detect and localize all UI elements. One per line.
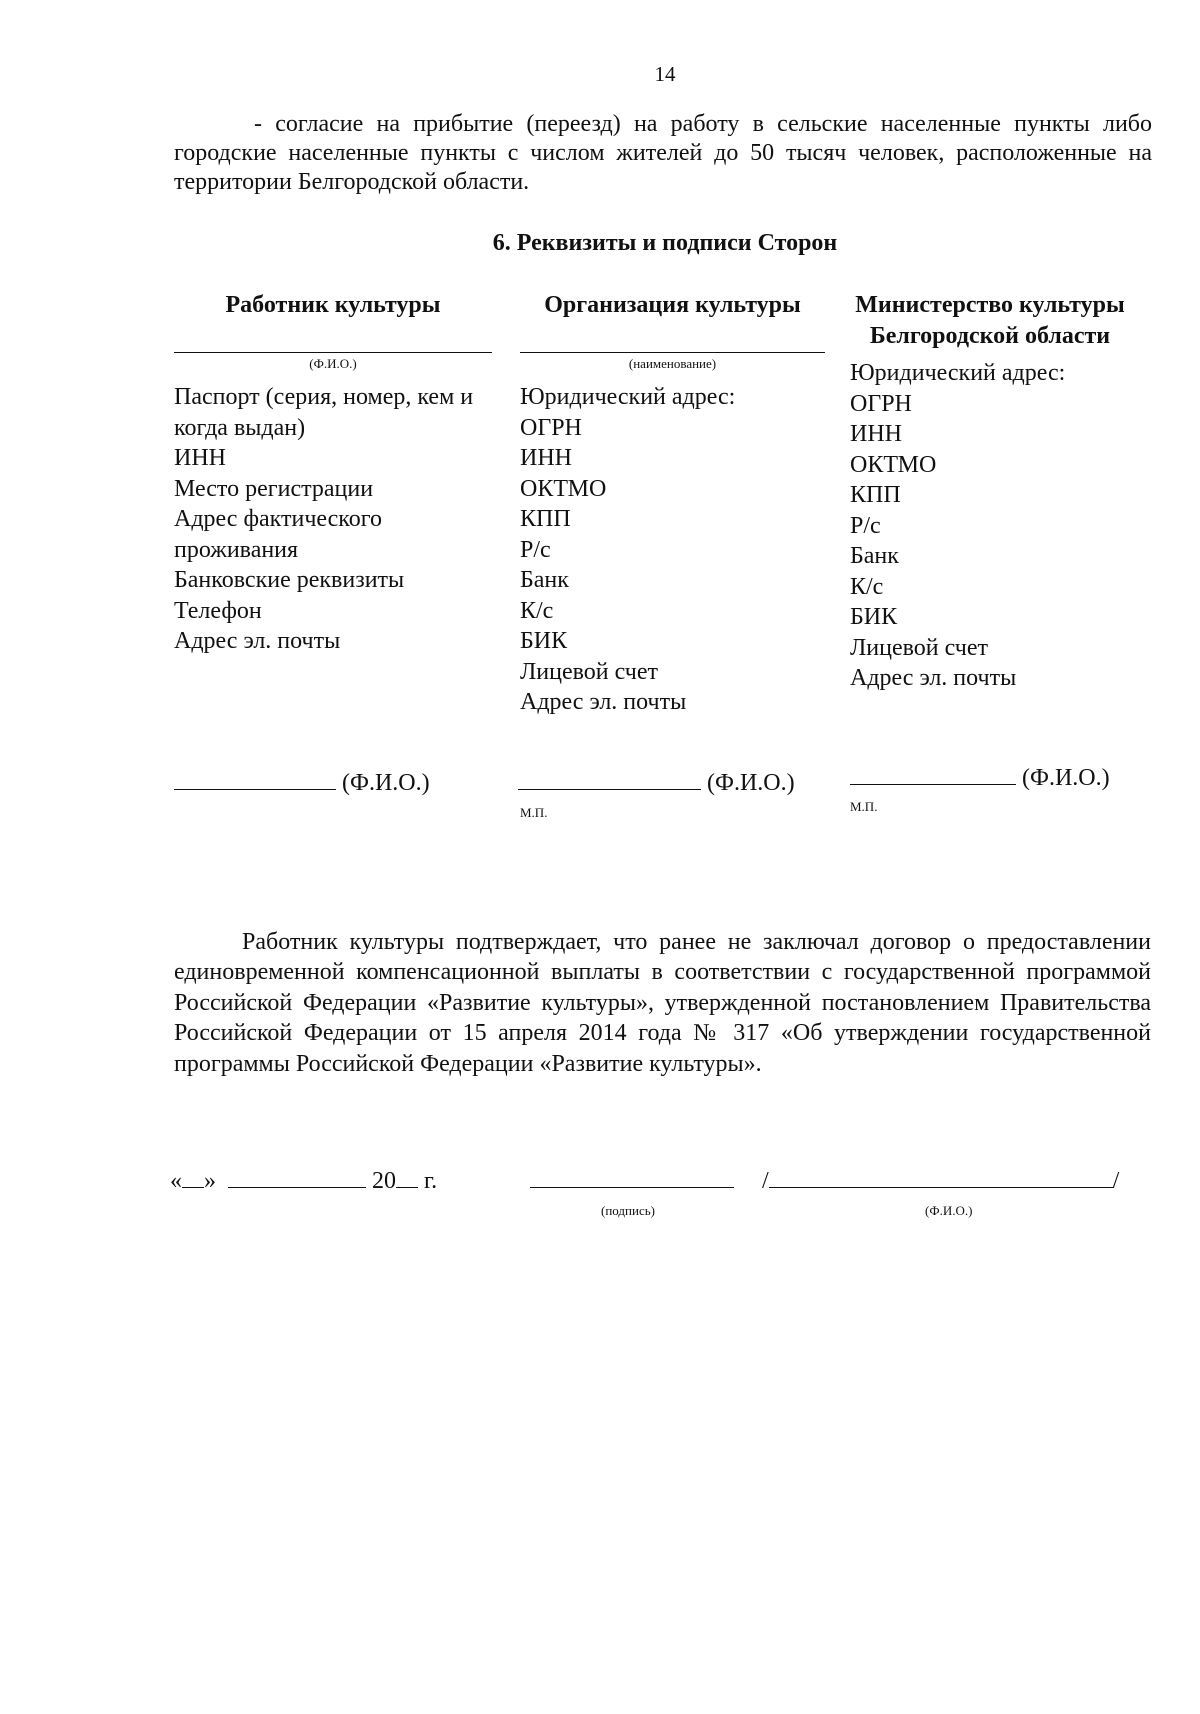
day-blank — [182, 1187, 204, 1188]
org-field-oktmo: ОКТМО — [520, 475, 607, 502]
org-field-bik: БИК — [520, 628, 568, 654]
min-field-bank: Банк — [850, 543, 899, 569]
ministry-column — [850, 290, 1130, 694]
org-field-rs: Р/с — [520, 536, 551, 563]
date-line — [170, 1168, 437, 1195]
worker-signature-line — [174, 789, 336, 790]
confirmation-paragraph — [174, 927, 1151, 1079]
min-field-legal-address: Юридический адрес: — [850, 360, 1066, 386]
year-prefix: 20 — [372, 1168, 396, 1194]
worker-title: Работник культуры — [225, 292, 441, 318]
ministry-fields — [850, 358, 1130, 694]
worker-field-phone: Телефон — [174, 597, 262, 624]
year-suffix: г. — [424, 1168, 438, 1194]
confirmation-text: Работник культуры подтверждает, что ранее не заключал договор о предоставлении единовременной компенсационной выплаты в соответствии с государственной программой Российской Федерации «Развитие культуры», утвержденной постановлением Правительства Российской Федерации от 15 апреля 2014 года № 317 «Об утверждении государственной программы Российской Федерации «Развитие культуры». — [174, 929, 1151, 1077]
worker-name-line — [174, 352, 492, 353]
worker-name-caption: (Ф.И.О.) — [309, 356, 357, 371]
min-field-rs: Р/с — [850, 512, 881, 539]
min-field-bik: БИК — [850, 604, 898, 630]
org-field-inn: ИНН — [520, 445, 572, 471]
org-field-account: Лицевой счет — [520, 658, 659, 685]
ministry-signature-line — [850, 784, 1016, 785]
ministry-signature — [850, 765, 1110, 792]
worker-field-registration: Место регистрации — [174, 475, 374, 502]
organization-name-line — [520, 352, 825, 353]
organization-column — [520, 290, 825, 718]
worker-signature — [174, 770, 430, 797]
worker-field-passport: Паспорт (серия, номер, кем и когда выдан) — [174, 384, 474, 441]
organization-title: Организация культуры — [544, 292, 801, 318]
ministry-title: Министерство культуры Белгородской области — [855, 292, 1125, 349]
min-field-account: Лицевой счет — [850, 634, 989, 661]
page-number: 14 — [654, 62, 676, 86]
bottom-signature-line — [530, 1187, 734, 1188]
bottom-name-slash-left: / — [762, 1168, 769, 1194]
worker-field-address: Адрес фактического проживания — [174, 506, 382, 563]
organization-signature — [518, 770, 795, 797]
org-field-legal-address: Юридический адрес: — [520, 384, 736, 410]
org-field-ogrn: ОГРН — [520, 414, 582, 441]
ministry-signature-label: (Ф.И.О.) — [1022, 765, 1110, 791]
year-blank — [396, 1187, 418, 1188]
organization-stamp-label: М.П. — [520, 805, 548, 820]
bottom-signature — [530, 1168, 734, 1195]
org-field-ks: К/с — [520, 597, 554, 624]
date-close-quote: » — [204, 1168, 216, 1194]
intro-paragraph — [174, 110, 1152, 197]
min-field-ks: К/с — [850, 573, 884, 600]
month-blank — [228, 1187, 366, 1188]
bottom-name-slash-right: / — [1112, 1168, 1120, 1194]
worker-field-bank: Банковские реквизиты — [174, 567, 405, 593]
organization-name-caption: (наименование) — [628, 356, 717, 371]
organization-signature-label: (Ф.И.О.) — [707, 770, 795, 796]
min-field-email: Адрес эл. почты — [850, 665, 1017, 691]
worker-field-email: Адрес эл. почты — [174, 628, 341, 654]
min-field-inn: ИНН — [850, 421, 902, 447]
worker-fields — [174, 382, 492, 657]
worker-field-inn: ИНН — [174, 445, 226, 471]
bottom-signature-caption: (подпись) — [601, 1203, 655, 1218]
min-field-kpp: КПП — [850, 482, 901, 508]
organization-fields — [520, 382, 825, 718]
org-field-bank: Банк — [520, 567, 569, 593]
ministry-stamp-label: М.П. — [850, 799, 878, 814]
min-field-oktmo: ОКТМО — [850, 451, 937, 478]
date-open-quote: « — [170, 1168, 182, 1194]
bottom-name-line — [769, 1187, 1113, 1188]
worker-signature-label: (Ф.И.О.) — [342, 770, 430, 796]
worker-column — [174, 290, 492, 657]
bottom-name-caption: (Ф.И.О.) — [925, 1203, 973, 1218]
intro-text: - согласие на прибытие (переезд) на работу в сельские населенные пункты либо городские населенные пункты с числом жителей до 50 тысяч человек, расположенные на территории Белгородской области. — [174, 111, 1152, 195]
org-field-email: Адрес эл. почты — [520, 689, 687, 715]
bottom-name — [762, 1168, 1119, 1195]
section-title: 6. Реквизиты и подписи Сторон — [492, 230, 838, 256]
organization-signature-line — [518, 789, 701, 790]
org-field-kpp: КПП — [520, 506, 571, 532]
min-field-ogrn: ОГРН — [850, 390, 912, 417]
